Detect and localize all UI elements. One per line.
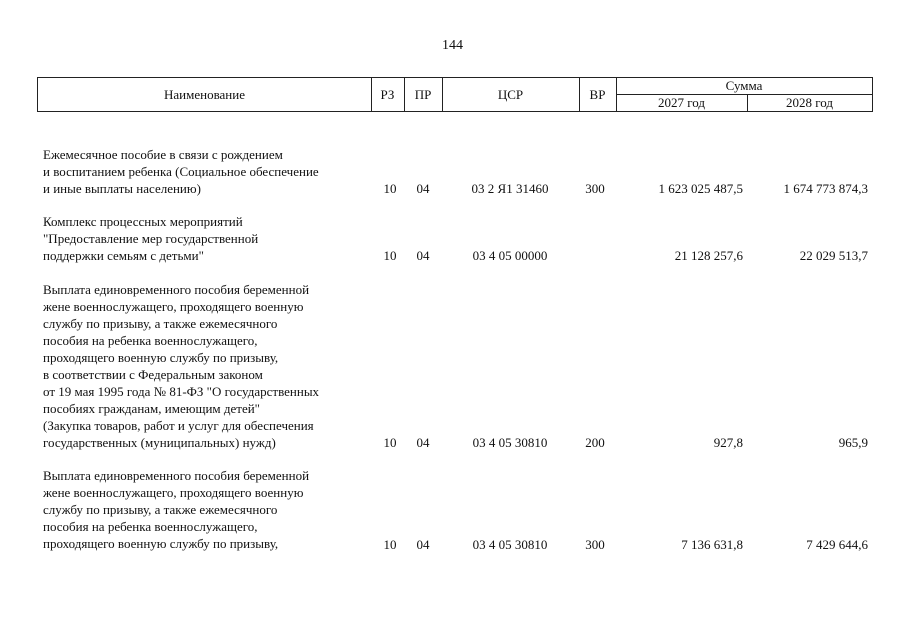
row-vr: 300 [585,181,605,196]
row-name-line: жене военнослужащего, проходящего военную [43,485,304,500]
table-header [37,77,873,112]
row-sum-2028: 1 674 773 874,3 [783,181,868,196]
row-rz: 10 [383,181,397,196]
row-name-line: и иные выплаты населению) [43,181,201,196]
row-name-line: пособиях гражданам, имеющим детей" [43,401,260,416]
row-name-line: Выплата единовременного пособия беременной [43,282,310,297]
row-name-line: пособия на ребенка военнослужащего, [43,519,258,534]
row-sum-2028: 7 429 644,6 [806,537,868,552]
row-name-line: службу по призыву, а также ежемесячного [43,316,278,331]
row-sum-2028: 965,9 [838,435,868,450]
row-pr: 04 [416,248,430,263]
row-pr: 04 [416,181,430,196]
header-name: Наименование [38,78,372,111]
row-rz: 10 [383,248,397,263]
row-name [43,467,368,552]
header-sum: Сумма [616,78,872,95]
header-year-2027: 2027 год [616,94,748,111]
row-vr: 300 [585,537,605,552]
header-pr: ПР [404,78,443,111]
row-name-line: от 19 мая 1995 года № 81-ФЗ "О государственных [43,384,320,399]
row-name-line: службу по призыву, а также ежемесячного [43,502,278,517]
page-number: 144 [442,38,463,53]
row-sum-2027: 21 128 257,6 [674,248,743,263]
row-name-line: проходящего военную службу по призыву, [43,536,279,551]
row-name-line: Ежемесячное пособие в связи с рождением [43,147,283,162]
header-csr: ЦСР [442,78,580,111]
header-year-2028: 2028 год [786,94,833,110]
header-vr: ВР [579,78,617,111]
row-name-line: (Закупка товаров, работ и услуг для обеспечения [43,418,314,433]
row-name-line: проходящего военную службу по призыву, [43,350,279,365]
row-pr: 04 [416,537,430,552]
row-rz: 10 [383,537,397,552]
row-name [43,213,368,264]
row-csr: 03 4 05 00000 [472,248,548,263]
row-pr: 04 [416,435,430,450]
row-sum-2028: 22 029 513,7 [799,248,868,263]
row-name-line: Комплекс процессных мероприятий [43,214,243,229]
row-name-line: Выплата единовременного пособия беременной [43,468,310,483]
row-csr: 03 2 Я1 31460 [471,181,549,196]
header-rz: РЗ [371,78,405,111]
row-name [43,281,368,451]
row-csr: 03 4 05 30810 [472,435,548,450]
row-sum-2027: 927,8 [713,435,743,450]
row-name-line: пособия на ребенка военнослужащего, [43,333,258,348]
row-name-line: поддержки семьям с детьми" [43,248,204,263]
row-name [43,146,368,197]
row-sum-2027: 1 623 025 487,5 [658,181,743,196]
row-sum-2027: 7 136 631,8 [681,537,743,552]
row-name-line: в соответствии с Федеральным законом [43,367,263,382]
row-name-line: государственных (муниципальных) нужд) [43,435,276,450]
row-name-line: и воспитанием ребенка (Социальное обеспечение [43,164,319,179]
row-name-line: "Предоставление мер государственной [43,231,259,246]
row-name-line: жене военнослужащего, проходящего военную [43,299,304,314]
row-vr: 200 [585,435,605,450]
row-rz: 10 [383,435,397,450]
row-csr: 03 4 05 30810 [472,537,548,552]
